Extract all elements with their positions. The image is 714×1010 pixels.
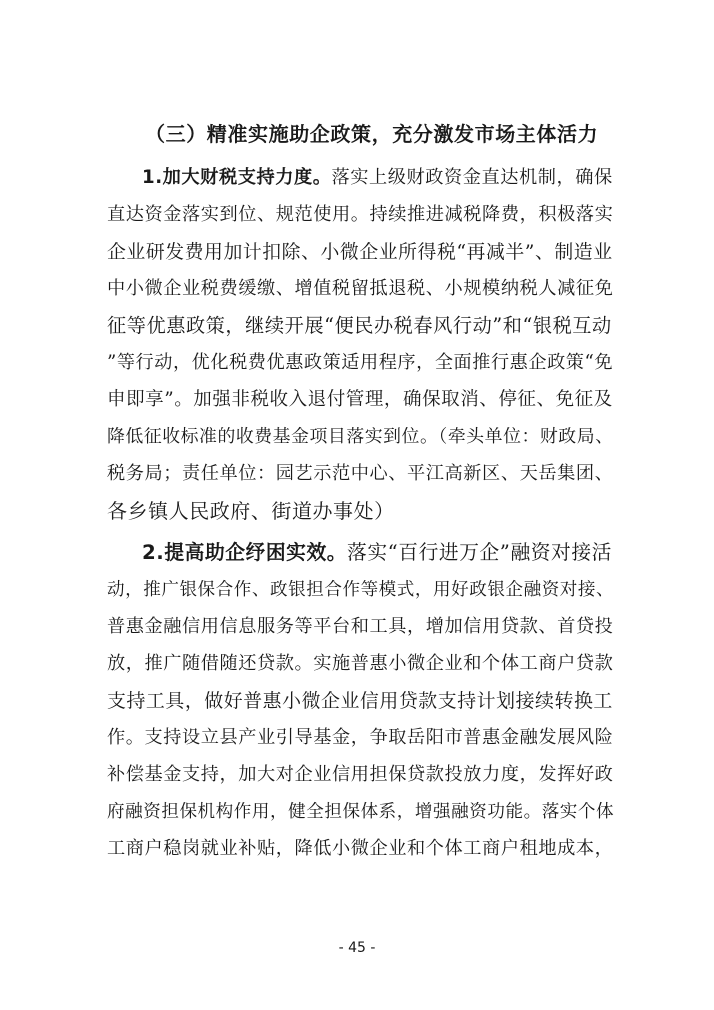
para1-line1-rest: 落实上级财政资金直达机制，确保 [331, 167, 613, 188]
para1-line: 中小微企业税费缓缴、增值税留抵退税、小规模纳税人减征免 [107, 278, 614, 299]
para2-first-line [142, 540, 612, 566]
para2-line: 作。支持设立县产业引导基金，争取岳阳市普惠金融发展风险 [107, 727, 614, 748]
para2-line: 普惠金融信用信息服务等平台和工具，增加信用贷款、首贷投 [107, 616, 614, 637]
para1-line: 税务局；责任单位：园艺示范中心、平江高新区、天岳集团、 [107, 463, 614, 484]
para2-line: 补偿基金支持，加大对企业信用担保贷款投放力度，发挥好政 [107, 764, 614, 785]
para1-line: 各乡镇人民政府、街道办事处） [107, 499, 395, 523]
para2-lead: 2.提高助企纾困实效。 [142, 541, 348, 564]
para2-line1-rest: 落实“百行进万企”融资对接活 [347, 541, 612, 564]
para1-first-line [142, 165, 613, 191]
para2-line: 府融资担保机构作用，健全担保体系，增强融资功能。落实个体 [107, 802, 615, 822]
para1-line: ”等行动，优化税费优惠政策适用程序，全面推行惠企政策“免 [107, 352, 614, 373]
para2-line: 动，推广银保合作、政银担合作等模式，用好政银企融资对接、 [107, 580, 615, 600]
para2-line: 工商户稳岗就业补贴，降低小微企业和个体工商户租地成本， [107, 838, 614, 859]
para2-line: 放，推广随借随还贷款。实施普惠小微企业和个体工商户贷款 [107, 653, 614, 674]
para1-line: 降低征收标准的收费基金项目落实到位。（牵头单位：财政局、 [107, 426, 614, 447]
page-number: - 45 - [338, 940, 376, 956]
para1-line: 企业研发费用加计扣除、小微企业所得税“再减半”、制造业 [107, 241, 613, 263]
para1-line: 征等优惠政策，继续开展“便民办税春风行动”和“银税互动 [107, 314, 612, 337]
para2-line: 支持工具，做好普惠小微企业信用贷款支持计划接续转换工 [107, 690, 613, 712]
para1-line: 直达资金落实到位、规范使用。持续推进减税降费，积极落实 [107, 204, 614, 225]
para1-line: 申即享”。加强非税收入退付管理，确保取消、停征、免征及 [107, 389, 613, 410]
section-heading: （三）精准实施助企政策，充分激发市场主体活力 [145, 122, 599, 146]
para1-lead: 1.加大财税支持力度。 [142, 167, 332, 188]
